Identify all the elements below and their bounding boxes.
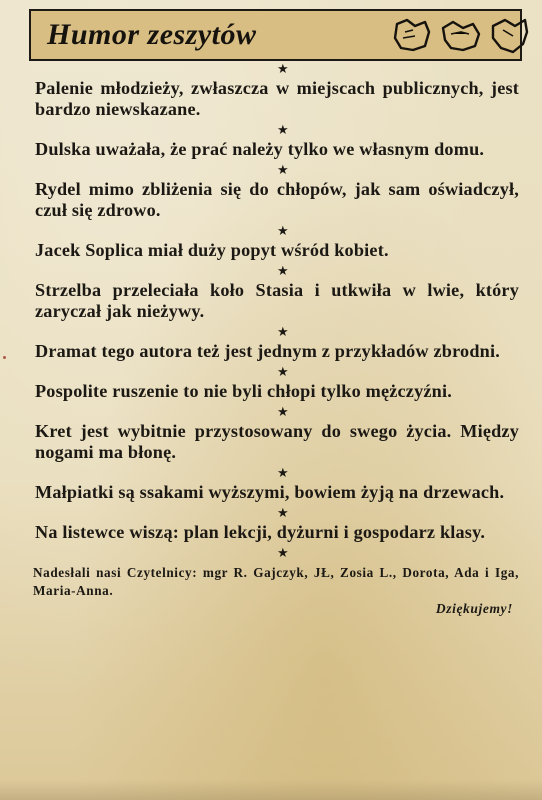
notebook-outline-icon — [439, 16, 483, 56]
star-icon: ★ — [277, 546, 289, 561]
joke-text: Małpiatki są ssakami wyższymi, bowiem żyją na drzewach. — [35, 482, 505, 502]
thanks-note: Dziękujemy! — [435, 601, 513, 616]
joke-item — [33, 466, 519, 503]
joke-text: Pospolite ruszenie to nie byli chłopi tylko mężczyźni. — [35, 381, 452, 401]
notebook-outline-icon — [487, 16, 531, 56]
joke-text: Strzelba przeleciała koło Stasia i utkwiła w lwie, który zaryczał jak nieżywy. — [35, 280, 519, 321]
header-decorations — [391, 15, 531, 57]
joke-item — [33, 365, 519, 402]
notebook-outline-icon — [391, 16, 435, 56]
star-icon: ★ — [277, 506, 289, 521]
joke-text: Dramat tego autora też jest jednym z przykładów zbrodni. — [35, 341, 500, 361]
jokes-list — [33, 62, 519, 618]
star-icon: ★ — [277, 264, 289, 279]
column-title: Humor zeszytów — [47, 18, 257, 51]
joke-item — [33, 506, 519, 543]
joke-item — [33, 62, 519, 120]
star-icon: ★ — [277, 325, 289, 340]
joke-text: Palenie młodzieży, zwłaszcza w miejscach publicznych, jest bardzo niewskazane. — [35, 78, 519, 119]
joke-text: Rydel mimo zbliżenia się do chłopów, jak sam oświadczył, czuł się zdrowo. — [35, 179, 519, 220]
joke-item — [33, 405, 519, 463]
reader-credits: Nadesłali nasi Czytelnicy: mgr R. Gajczyk, JŁ, Zosia L., Dorota, Ada i Iga, Maria-Anna. — [33, 565, 519, 598]
joke-item — [33, 325, 519, 362]
star-icon: ★ — [277, 466, 289, 481]
joke-text: Dulska uważała, że prać należy tylko we własnym domu. — [35, 139, 485, 159]
star-icon: ★ — [277, 365, 289, 380]
joke-item — [33, 123, 519, 160]
star-icon: ★ — [277, 405, 289, 420]
paper-edge — [0, 780, 542, 800]
joke-text: Na listewce wiszą: plan lekcji, dyżurni i gospodarz klasy. — [35, 522, 486, 542]
column-header — [29, 9, 522, 61]
joke-text: Jacek Soplica miał duży popyt wśród kobiet. — [35, 240, 389, 260]
joke-item — [33, 264, 519, 322]
joke-item — [33, 163, 519, 221]
star-icon: ★ — [277, 62, 289, 77]
joke-text: Kret jest wybitnie przystosowany do swego życia. Między nogami ma błonę. — [35, 421, 519, 462]
star-icon: ★ — [277, 123, 289, 138]
star-icon: ★ — [277, 224, 289, 239]
star-icon: ★ — [277, 163, 289, 178]
print-speck — [3, 356, 6, 359]
joke-item — [33, 224, 519, 261]
